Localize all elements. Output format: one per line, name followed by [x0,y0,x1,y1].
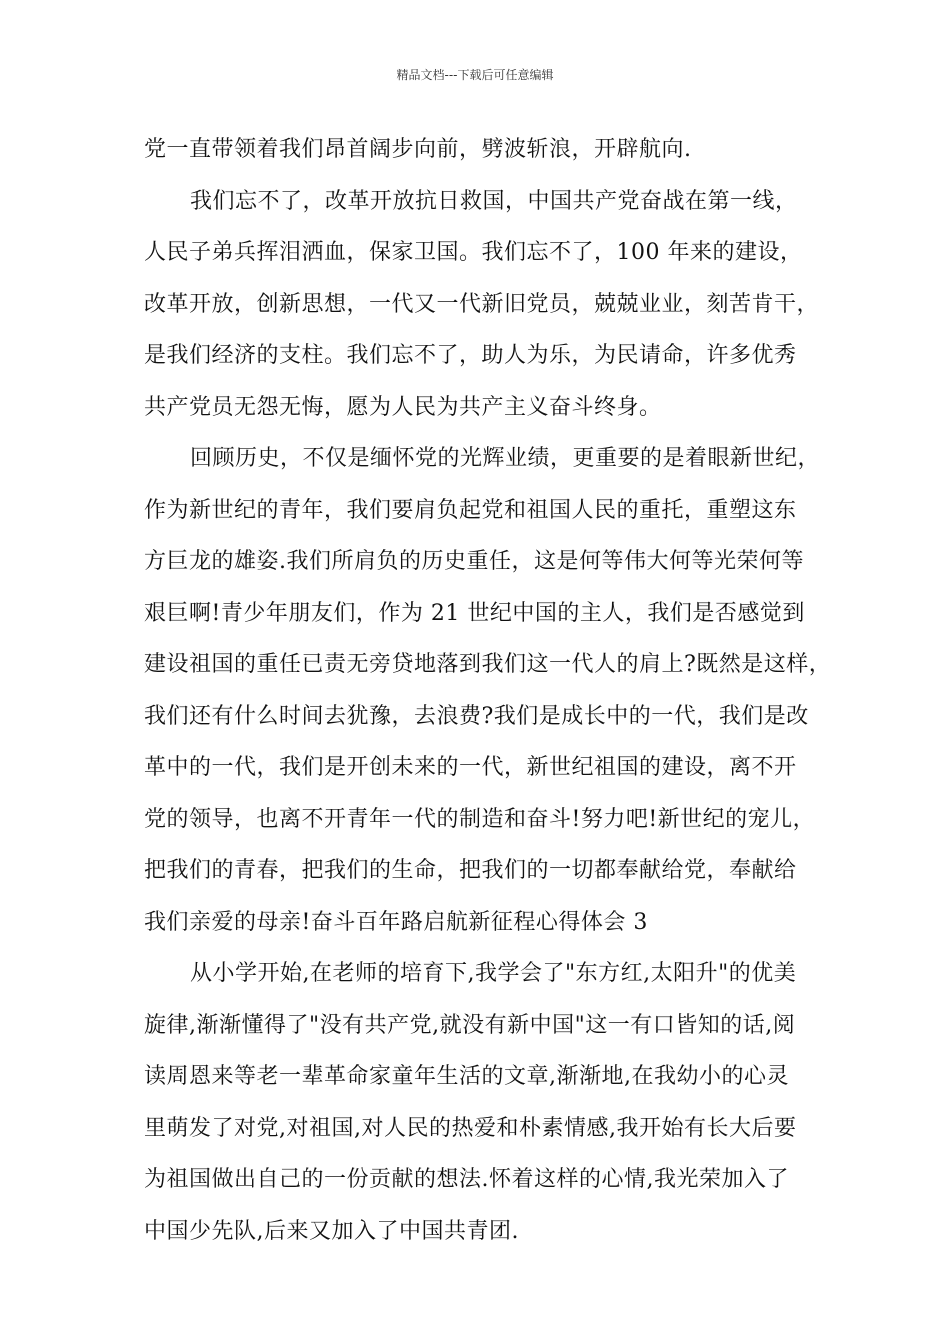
document-body [144,124,834,1257]
text-line: 把我们的青春，把我们的生命，把我们的一切都奉献给党，奉献给 [144,858,797,883]
text-line: 我们还有什么时间去犹豫，去浪费?我们是成长中的一代，我们是改 [144,703,809,729]
text-line: 是我们经济的支柱。我们忘不了，助人为乐，为民请命，许多优秀 [144,343,797,368]
text-line: 我们忘不了，改革开放抗日救国，中国共产党奋战在第一线， [190,188,798,214]
text-line: 回顾历史，不仅是缅怀党的光辉业绩，更重要的是着眼新世纪， [190,446,821,471]
text-line: 为祖国做出自己的一份贡献的想法.怀着这样的心情,我光荣加入了 [144,1167,789,1192]
text-line: 人民子弟兵挥泪洒血，保家卫国。我们忘不了，100 年来的建设， [144,240,803,265]
text-line: 我们亲爱的母亲!奋斗百年路启航新征程心得体会 3 [144,909,648,935]
text-line: 革中的一代，我们是开创未来的一代，新世纪祖国的建设，离不开 [144,755,797,780]
text-line: 中国少先队,后来又加入了中国共青团. [144,1218,519,1244]
text-line: 读周恩来等老一辈革命家童年生活的文章,渐渐地,在我幼小的心灵 [144,1064,789,1089]
text-line: 作为新世纪的青年，我们要肩负起党和祖国人民的重托，重塑这东 [144,497,797,523]
text-line: 从小学开始,在老师的培育下,我学会了"东方红,太阳升"的优美 [190,961,797,986]
text-line: 建设祖国的重任已责无旁贷地落到我们这一代人的肩上?既然是这样， [144,652,832,677]
text-line: 党一直带领着我们昂首阔步向前，劈波斩浪，开辟航向. [144,137,692,162]
text-line: 党的领导，也离不开青年一代的制造和奋斗!努力吧!新世纪的宠儿， [144,806,816,832]
text-line: 里萌发了对党,对祖国,对人民的热爱和朴素情感,我开始有长大后要 [144,1115,797,1141]
text-line: 艰巨啊!青少年朋友们，作为 21 世纪中国的主人，我们是否感觉到 [144,600,805,626]
text-line: 旋律,渐渐懂得了"没有共产党,就没有新中国"这一有口皆知的话,阅 [144,1012,796,1038]
text-line: 方巨龙的雄姿.我们所肩负的历史重任，这是何等伟大何等光荣何等 [144,549,804,574]
page-header: 精品文档---下载后可任意编辑 [396,68,554,82]
text-line: 共产党员无怨无悔，愿为人民为共产主义奋斗终身。 [144,394,662,420]
text-line: 改革开放，创新思想，一代又一代新旧党员，兢兢业业，刻苦肯干， [144,291,820,317]
